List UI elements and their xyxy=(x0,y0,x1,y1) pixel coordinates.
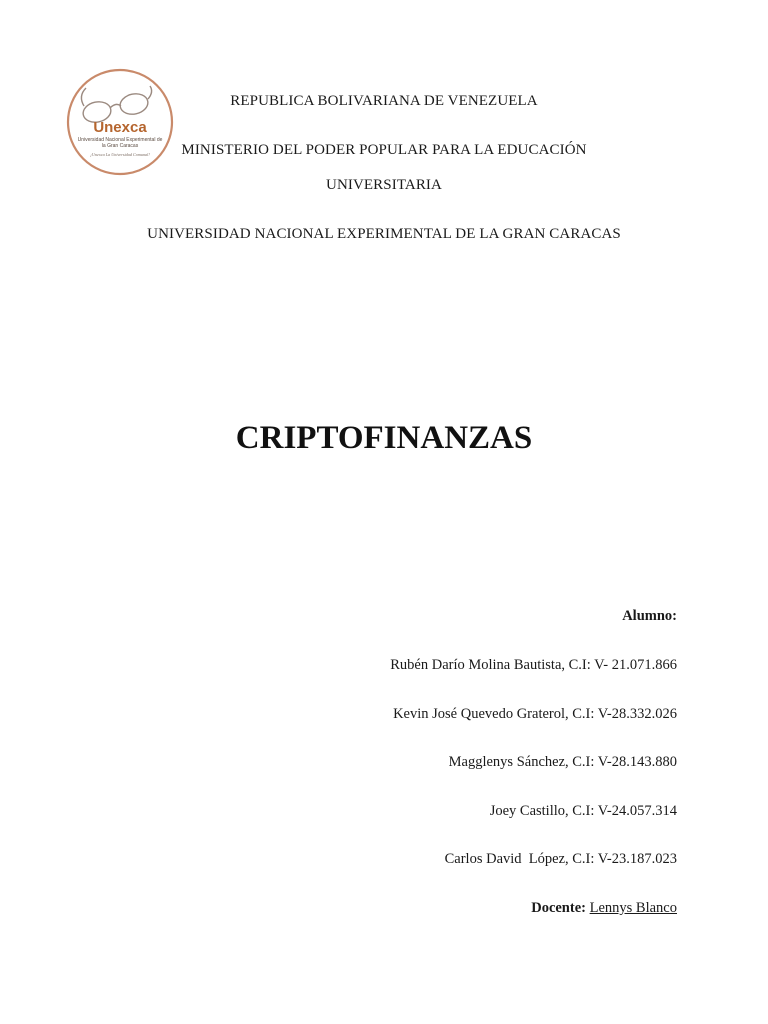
document-title: CRIPTOFINANZAS xyxy=(235,420,533,456)
unexca-logo xyxy=(64,66,176,178)
student-item: Joey Castillo, C.I: V-24.057.314 xyxy=(489,803,677,819)
logo-emblem-icon xyxy=(64,66,176,178)
header-ministry-cont: UNIVERSITARIA xyxy=(326,177,442,193)
teacher-label: Docente: xyxy=(531,900,586,916)
student-item: Kevin José Quevedo Graterol, C.I: V-28.332.026 xyxy=(393,706,677,722)
svg-text:¡Unexca La Universidad Comunal: ¡Unexca La Universidad Comunal! xyxy=(90,152,150,157)
teacher-line xyxy=(531,900,677,917)
teacher-name: Lennys Blanco xyxy=(589,900,677,916)
header-republic: REPUBLICA BOLIVARIANA DE VENEZUELA xyxy=(230,93,538,109)
student-item: Carlos David López, C.I: V-23.187.023 xyxy=(444,851,677,867)
svg-text:la Gran Caracas: la Gran Caracas xyxy=(101,143,139,149)
students-label: Alumno: xyxy=(622,608,677,624)
student-item: Rubén Darío Molina Bautista, C.I: V- 21.071.866 xyxy=(390,657,677,673)
header-university: UNIVERSIDAD NACIONAL EXPERIMENTAL DE LA GRAN CARACAS xyxy=(147,226,621,242)
svg-text:Universidad Nacional Experimen: Universidad Nacional Experimental de xyxy=(77,137,163,143)
header-ministry: MINISTERIO DEL PODER POPULAR PARA LA EDUCACIÓN xyxy=(181,142,587,158)
student-item: Magglenys Sánchez, C.I: V-28.143.880 xyxy=(448,754,677,770)
svg-text:Unexca: Unexca xyxy=(93,119,147,136)
